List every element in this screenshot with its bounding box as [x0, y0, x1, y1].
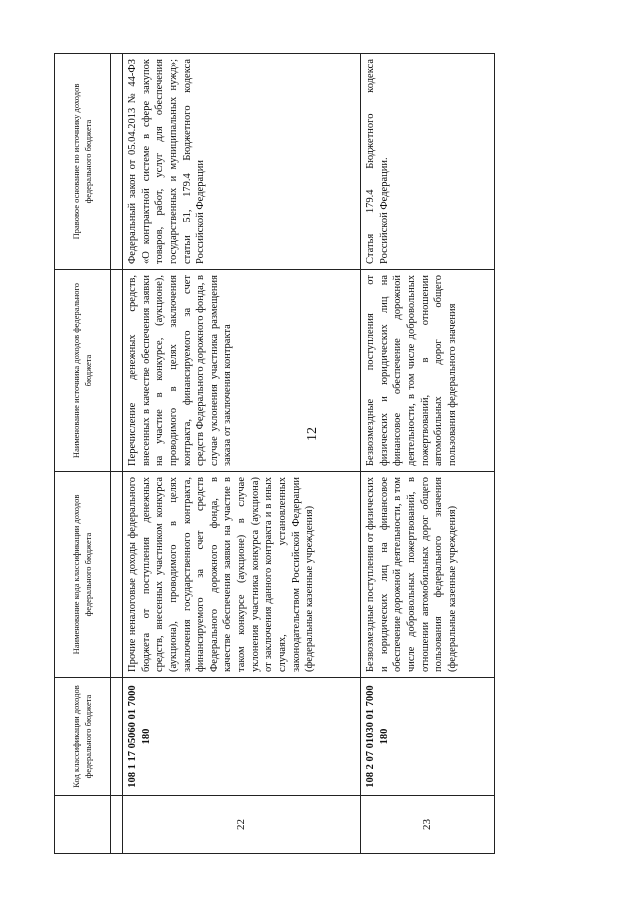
classification-code: 108 1 17 05060 01 7000 180: [123, 678, 361, 796]
row-number: 22: [123, 796, 361, 854]
source-name-cell: Безвозмездные поступления от физических и юридических лиц на финансовое обеспечение дорожной деятельности, в том числе добровольных пожертвований, в отношении автомобильных дорог общего пользования федерального значения: [361, 270, 495, 472]
table-spacer-row: [111, 54, 123, 854]
header-source-name: Наименование источника доходов федерального бюджета: [55, 270, 111, 472]
code-name-cell: Прочие неналоговые доходы федерального бюджета от поступления денежных средств, внесенных участником конкурса (аукциона), проводимого в целях заключения государственного контракта, финансируемого за счет средств Федерального дорожного фонда, в качестве обеспечения заявки на участие в таком конкурсе (аукционе) в случае уклонения участника конкурса (аукциона) от заключения данного контракта и в иных случаях, установленных законодательством Российской Федерации (федеральные казенные учреждения): [123, 472, 361, 678]
page-number: 12: [305, 427, 320, 441]
income-classification-table: [54, 53, 495, 854]
table-row: [123, 54, 361, 854]
row-number: 23: [361, 796, 495, 854]
table-header-row: [55, 54, 111, 854]
code-name-cell: Безвозмездные поступления от физических и юридических лиц на финансовое обеспечение дорожной деятельности, в том числе добровольных пожертвований, в отношении автомобильных дорог общего пользования федерального значения (федеральные казенные учреждения): [361, 472, 495, 678]
header-num: [55, 796, 111, 854]
source-name-cell: Перечисление денежных средств, внесенных в качестве обеспечения заявки на участие в конкурсе, (аукционе), проводимого в целях заключения контракта, финансируемого за счет средств Федерального дорожного фонда, в случае уклонения участника размещения заказа от заключения контракта: [123, 270, 361, 472]
header-code: Код классификации доходов федерального бюджета: [55, 678, 111, 796]
table-row: [361, 54, 495, 854]
legal-basis-cell: Статья 179.4 Бюджетного кодекса Российской Федерации.: [361, 54, 495, 270]
classification-code: 108 2 07 01030 01 7000 180: [361, 678, 495, 796]
legal-basis-cell: Федеральный закон от 05.04.2013 № 44-ФЗ «О контрактной системе в сфере закупок товаров, работ, услуг для обеспечения государственных и муниципальных нужд»; статьи 51, 179.4 Бюджетного кодекса Российской Федерации: [123, 54, 361, 270]
header-code-name: Наименование кода классификации доходов федерального бюджета: [55, 472, 111, 678]
rotated-page: [54, 54, 494, 854]
header-legal-basis: Правовое основание по источнику доходов федерального бюджета: [55, 54, 111, 270]
